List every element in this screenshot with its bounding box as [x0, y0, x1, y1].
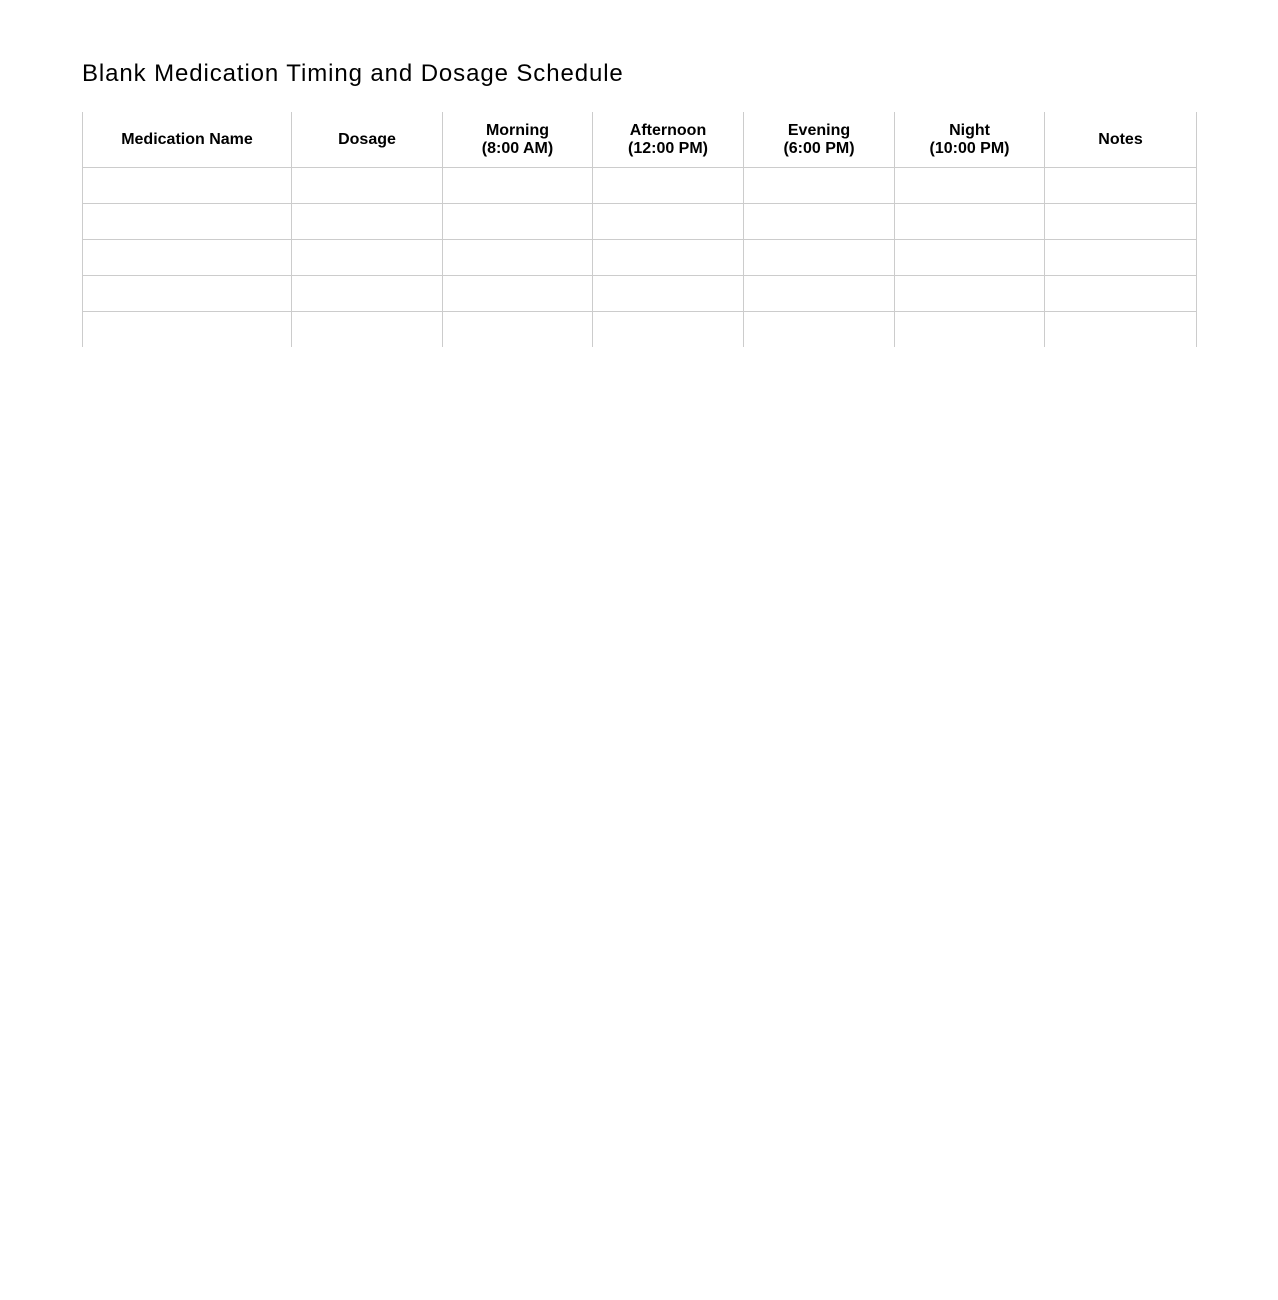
cell-evening[interactable] — [744, 276, 895, 312]
cell-night[interactable] — [895, 240, 1045, 276]
table-row — [83, 276, 1197, 312]
column-header-time: (8:00 AM) — [481, 139, 554, 157]
column-header-label: Morning — [485, 121, 550, 139]
cell-morning[interactable] — [443, 168, 593, 204]
column-header-dosage — [292, 112, 443, 168]
column-header-medication-name — [83, 112, 292, 168]
table-row — [83, 312, 1197, 348]
column-header-label: Night — [949, 121, 990, 139]
cell-dosage[interactable] — [292, 168, 443, 204]
cell-afternoon[interactable] — [593, 204, 744, 240]
cell-notes[interactable] — [1045, 240, 1197, 276]
cell-notes[interactable] — [1045, 276, 1197, 312]
cell-morning[interactable] — [443, 240, 593, 276]
column-header-morning — [443, 112, 593, 168]
column-header-time: (10:00 PM) — [929, 139, 1010, 157]
cell-morning[interactable] — [443, 312, 593, 348]
table-row — [83, 204, 1197, 240]
column-header-label: Medication Name — [121, 130, 253, 148]
cell-evening[interactable] — [744, 204, 895, 240]
cell-dosage[interactable] — [292, 240, 443, 276]
cell-evening[interactable] — [744, 240, 895, 276]
column-header-label: Afternoon — [629, 121, 707, 139]
column-header-afternoon — [593, 112, 744, 168]
cell-night[interactable] — [895, 168, 1045, 204]
page-title: Blank Medication Timing and Dosage Schedule — [82, 60, 624, 87]
cell-medication-name[interactable] — [83, 240, 292, 276]
cell-dosage[interactable] — [292, 204, 443, 240]
cell-morning[interactable] — [443, 204, 593, 240]
cell-dosage[interactable] — [292, 312, 443, 348]
table-row — [83, 168, 1197, 204]
cell-afternoon[interactable] — [593, 168, 744, 204]
column-header-label: Evening — [787, 121, 851, 139]
cell-afternoon[interactable] — [593, 312, 744, 348]
cell-night[interactable] — [895, 204, 1045, 240]
cell-night[interactable] — [895, 312, 1045, 348]
cell-afternoon[interactable] — [593, 240, 744, 276]
column-header-time: (6:00 PM) — [783, 139, 855, 157]
cell-morning[interactable] — [443, 276, 593, 312]
cell-night[interactable] — [895, 276, 1045, 312]
cell-dosage[interactable] — [292, 276, 443, 312]
column-header-time: (12:00 PM) — [627, 139, 709, 157]
column-header-night — [895, 112, 1045, 168]
cell-afternoon[interactable] — [593, 276, 744, 312]
cell-medication-name[interactable] — [83, 312, 292, 348]
column-header-notes — [1045, 112, 1197, 168]
table-row — [83, 240, 1197, 276]
cell-evening[interactable] — [744, 312, 895, 348]
medication-schedule-table — [82, 112, 1197, 347]
column-header-label: Notes — [1098, 130, 1143, 148]
cell-notes[interactable] — [1045, 204, 1197, 240]
column-header-evening — [744, 112, 895, 168]
column-header-label: Dosage — [338, 130, 396, 148]
cell-medication-name[interactable] — [83, 204, 292, 240]
cell-medication-name[interactable] — [83, 276, 292, 312]
cell-notes[interactable] — [1045, 312, 1197, 348]
cell-evening[interactable] — [744, 168, 895, 204]
header-row — [83, 112, 1197, 168]
cell-medication-name[interactable] — [83, 168, 292, 204]
cell-notes[interactable] — [1045, 168, 1197, 204]
